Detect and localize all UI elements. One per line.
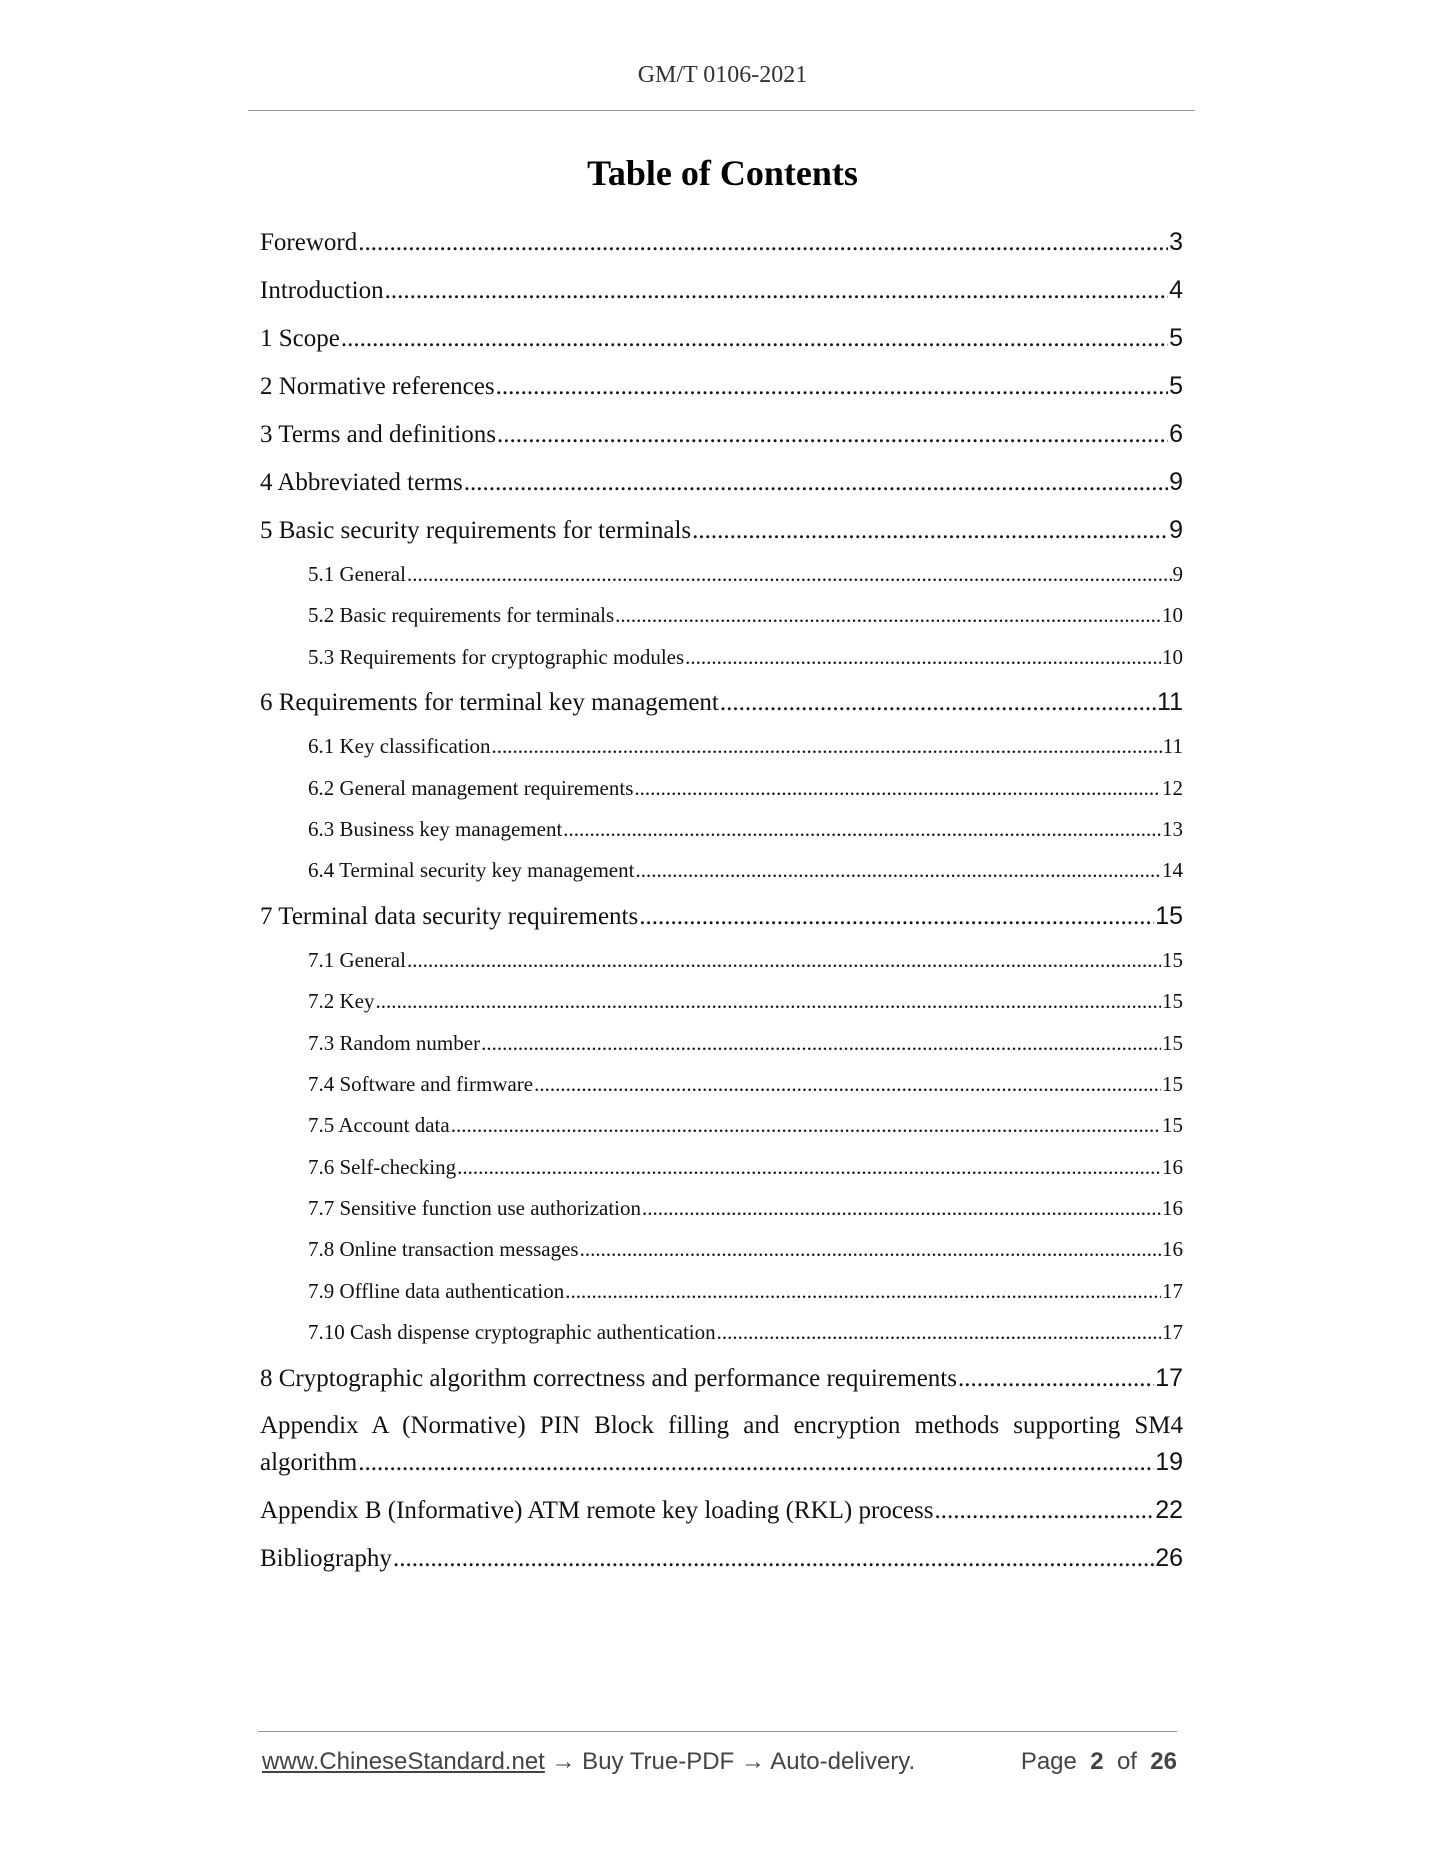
dot-leader — [358, 219, 1168, 267]
toc-entry-7-3[interactable] — [260, 1023, 1183, 1064]
toc-entry-page: 17 — [1155, 1363, 1183, 1392]
dot-leader — [635, 850, 1161, 891]
toc-entry-label: 5.1 General — [308, 562, 406, 586]
toc-entry-page: 14 — [1162, 858, 1183, 883]
toc-entry-label: 6.2 General management requirements — [308, 775, 634, 800]
toc-entry-abbreviated-terms[interactable] — [260, 458, 1183, 506]
toc-entry-6-4[interactable] — [260, 850, 1183, 891]
dot-leader — [563, 809, 1161, 850]
dot-leader — [615, 595, 1161, 636]
toc-entry-label: Foreword — [260, 229, 358, 256]
toc-entry-page: 6 — [1169, 420, 1183, 448]
dot-leader — [534, 1064, 1161, 1105]
toc-entry-label: 7.3 Random number — [308, 1030, 481, 1055]
toc-entry-page: 16 — [1162, 1237, 1183, 1262]
toc-entry-page: 5 — [1169, 372, 1183, 400]
toc-entry-page: 3 — [1169, 228, 1183, 256]
header-divider — [248, 110, 1195, 111]
toc-entry-page: 19 — [1155, 1447, 1183, 1476]
toc-entry-label: 7.6 Self-checking — [308, 1154, 457, 1179]
dot-leader — [717, 1312, 1161, 1353]
of-word: of — [1116, 1748, 1137, 1775]
dot-leader — [464, 459, 1168, 507]
toc-entry-6-3[interactable] — [260, 809, 1183, 850]
document-code-header: GM/T 0106-2021 — [637, 62, 808, 88]
dot-leader — [393, 1535, 1154, 1583]
toc-entry-page: 5 — [1169, 324, 1183, 352]
toc-entry-label: 7.2 Key — [308, 989, 375, 1014]
toc-entry-label: 4 Abbreviated terms — [260, 469, 463, 496]
toc-entry-page: 4 — [1169, 276, 1183, 304]
page-indicator — [1021, 1748, 1177, 1776]
toc-entry-appendix-b[interactable] — [260, 1486, 1183, 1534]
toc-entry-page: 26 — [1155, 1543, 1183, 1572]
toc-entry-page: 11 — [1162, 734, 1183, 759]
footer-tagline: → Buy True-PDF → Auto-delivery. — [544, 1748, 916, 1775]
toc-entry-label: 6 Requirements for terminal key management — [260, 689, 719, 717]
toc-entry-6-2[interactable] — [260, 768, 1183, 809]
dot-leader — [341, 315, 1168, 363]
page-title: Table of Contents — [587, 153, 858, 193]
toc-entry-page: 10 — [1162, 603, 1183, 628]
dot-leader — [358, 1445, 1154, 1481]
footer-promo — [262, 1748, 915, 1776]
dot-leader — [407, 554, 1172, 595]
dot-leader — [634, 768, 1161, 809]
toc-entry-label: 6.1 Key classification — [308, 734, 491, 759]
dot-leader — [376, 981, 1162, 1022]
toc-entry-7-9[interactable] — [260, 1271, 1183, 1312]
table-of-contents — [260, 218, 1183, 1582]
toc-entry-label: 7.1 General — [308, 947, 406, 972]
dot-leader — [692, 507, 1168, 555]
toc-entry-page: 15 — [1162, 1071, 1183, 1096]
toc-entry-page: 15 — [1162, 1113, 1183, 1138]
toc-entry-page: 15 — [1155, 901, 1183, 930]
toc-entry-label: 7.5 Account data — [308, 1113, 450, 1138]
toc-entry-label-line2: algorithm — [260, 1448, 358, 1476]
toc-entry-page: 12 — [1162, 775, 1183, 800]
site-link[interactable]: www.ChineseStandard.net — [262, 1748, 545, 1775]
page-footer — [262, 1748, 1177, 1782]
toc-entry-label: 1 Scope — [260, 325, 340, 352]
dot-leader — [720, 679, 1156, 727]
toc-entry-label: 7.8 Online transaction messages — [308, 1237, 579, 1262]
dot-leader — [457, 1147, 1161, 1188]
dot-leader — [934, 1487, 1154, 1535]
toc-entry-page: 17 — [1162, 1320, 1183, 1345]
toc-entry-page: 13 — [1162, 816, 1183, 841]
toc-entry-page: 9 — [1169, 468, 1183, 496]
dot-leader — [451, 1105, 1161, 1146]
toc-entry-page: 9 — [1172, 562, 1183, 586]
dot-leader — [481, 1023, 1161, 1064]
toc-entry-bibliography[interactable] — [260, 1534, 1183, 1582]
toc-entry-page: 9 — [1169, 516, 1183, 544]
toc-entry-label: 2 Normative references — [260, 373, 495, 400]
toc-entry-7-8[interactable] — [260, 1229, 1183, 1270]
dot-leader — [580, 1229, 1161, 1270]
toc-entry-label: 5.3 Requirements for cryptographic modules — [308, 644, 685, 669]
toc-entry-label: 5.2 Basic requirements for terminals — [308, 603, 615, 628]
toc-entry-page: 15 — [1162, 1030, 1183, 1055]
toc-entry-introduction[interactable] — [260, 266, 1183, 314]
toc-entry-section-5[interactable] — [260, 506, 1183, 554]
dot-leader — [565, 1271, 1161, 1312]
toc-entry-section-7[interactable] — [260, 892, 1183, 940]
toc-entry-foreword[interactable] — [260, 218, 1183, 266]
toc-entry-7-2[interactable] — [260, 981, 1183, 1022]
toc-entry-7-1[interactable] — [260, 940, 1183, 981]
toc-entry-label-line1: Appendix A (Normative) PIN Block filling and encryption methods supporting SM4 — [260, 1411, 1183, 1439]
toc-entry-page: 16 — [1162, 1154, 1183, 1179]
toc-entry-scope[interactable] — [260, 314, 1183, 362]
toc-entry-label: 7 Terminal data security requirements — [260, 902, 639, 930]
dot-leader — [496, 363, 1168, 411]
dot-leader — [492, 726, 1162, 767]
toc-entry-7-4[interactable] — [260, 1064, 1183, 1105]
toc-entry-section-8[interactable] — [260, 1354, 1183, 1402]
toc-entry-label: 5 Basic security requirements for terminals — [260, 517, 692, 544]
toc-entry-label: Bibliography — [260, 1544, 392, 1572]
dot-leader — [639, 893, 1154, 941]
toc-entry-label: 7.4 Software and firmware — [308, 1071, 534, 1096]
toc-entry-page: 10 — [1162, 644, 1183, 669]
total-pages-number: 26 — [1150, 1748, 1177, 1775]
toc-entry-6-1[interactable] — [260, 726, 1183, 767]
toc-entry-5-2[interactable] — [260, 595, 1183, 636]
toc-entry-normative-references[interactable] — [260, 362, 1183, 410]
dot-leader — [407, 940, 1161, 981]
toc-entry-7-7[interactable] — [260, 1188, 1183, 1229]
toc-entry-5-1[interactable] — [260, 554, 1183, 595]
toc-entry-7-5[interactable] — [260, 1105, 1183, 1146]
dot-leader — [497, 411, 1168, 459]
footer-divider — [258, 1731, 1177, 1732]
dot-leader — [385, 267, 1169, 315]
toc-entry-label: 7.7 Sensitive function use authorization — [308, 1196, 642, 1221]
toc-entry-label: 7.10 Cash dispense cryptographic authentication — [308, 1320, 716, 1345]
toc-entry-7-6[interactable] — [260, 1147, 1183, 1188]
toc-entry-section-6[interactable] — [260, 678, 1183, 726]
current-page-number: 2 — [1090, 1748, 1104, 1775]
toc-entry-page: 15 — [1162, 947, 1183, 972]
toc-entry-page: 17 — [1162, 1278, 1183, 1303]
toc-entry-label: 6.4 Terminal security key management — [308, 858, 635, 883]
dot-leader — [958, 1355, 1154, 1403]
toc-entry-label: Introduction — [260, 277, 384, 304]
toc-entry-label: 3 Terms and definitions — [260, 421, 496, 448]
dot-leader — [642, 1188, 1161, 1229]
toc-entry-page: 16 — [1162, 1196, 1183, 1221]
toc-entry-label: 8 Cryptographic algorithm correctness and performance requirements — [260, 1364, 957, 1392]
toc-entry-5-3[interactable] — [260, 637, 1183, 678]
toc-entry-label: 7.9 Offline data authentication — [308, 1278, 565, 1303]
toc-entry-7-10[interactable] — [260, 1312, 1183, 1353]
toc-entry-appendix-a[interactable] — [260, 1408, 1183, 1480]
toc-entry-label: Appendix B (Informative) ATM remote key loading (RKL) process — [260, 1496, 934, 1524]
toc-entry-page: 22 — [1155, 1495, 1183, 1524]
dot-leader — [685, 637, 1161, 678]
toc-entry-page: 11 — [1157, 688, 1183, 717]
toc-entry-label: 6.3 Business key management — [308, 816, 563, 841]
toc-entry-terms-definitions[interactable] — [260, 410, 1183, 458]
page-word: Page — [1020, 1748, 1077, 1775]
toc-entry-page: 15 — [1162, 989, 1183, 1014]
